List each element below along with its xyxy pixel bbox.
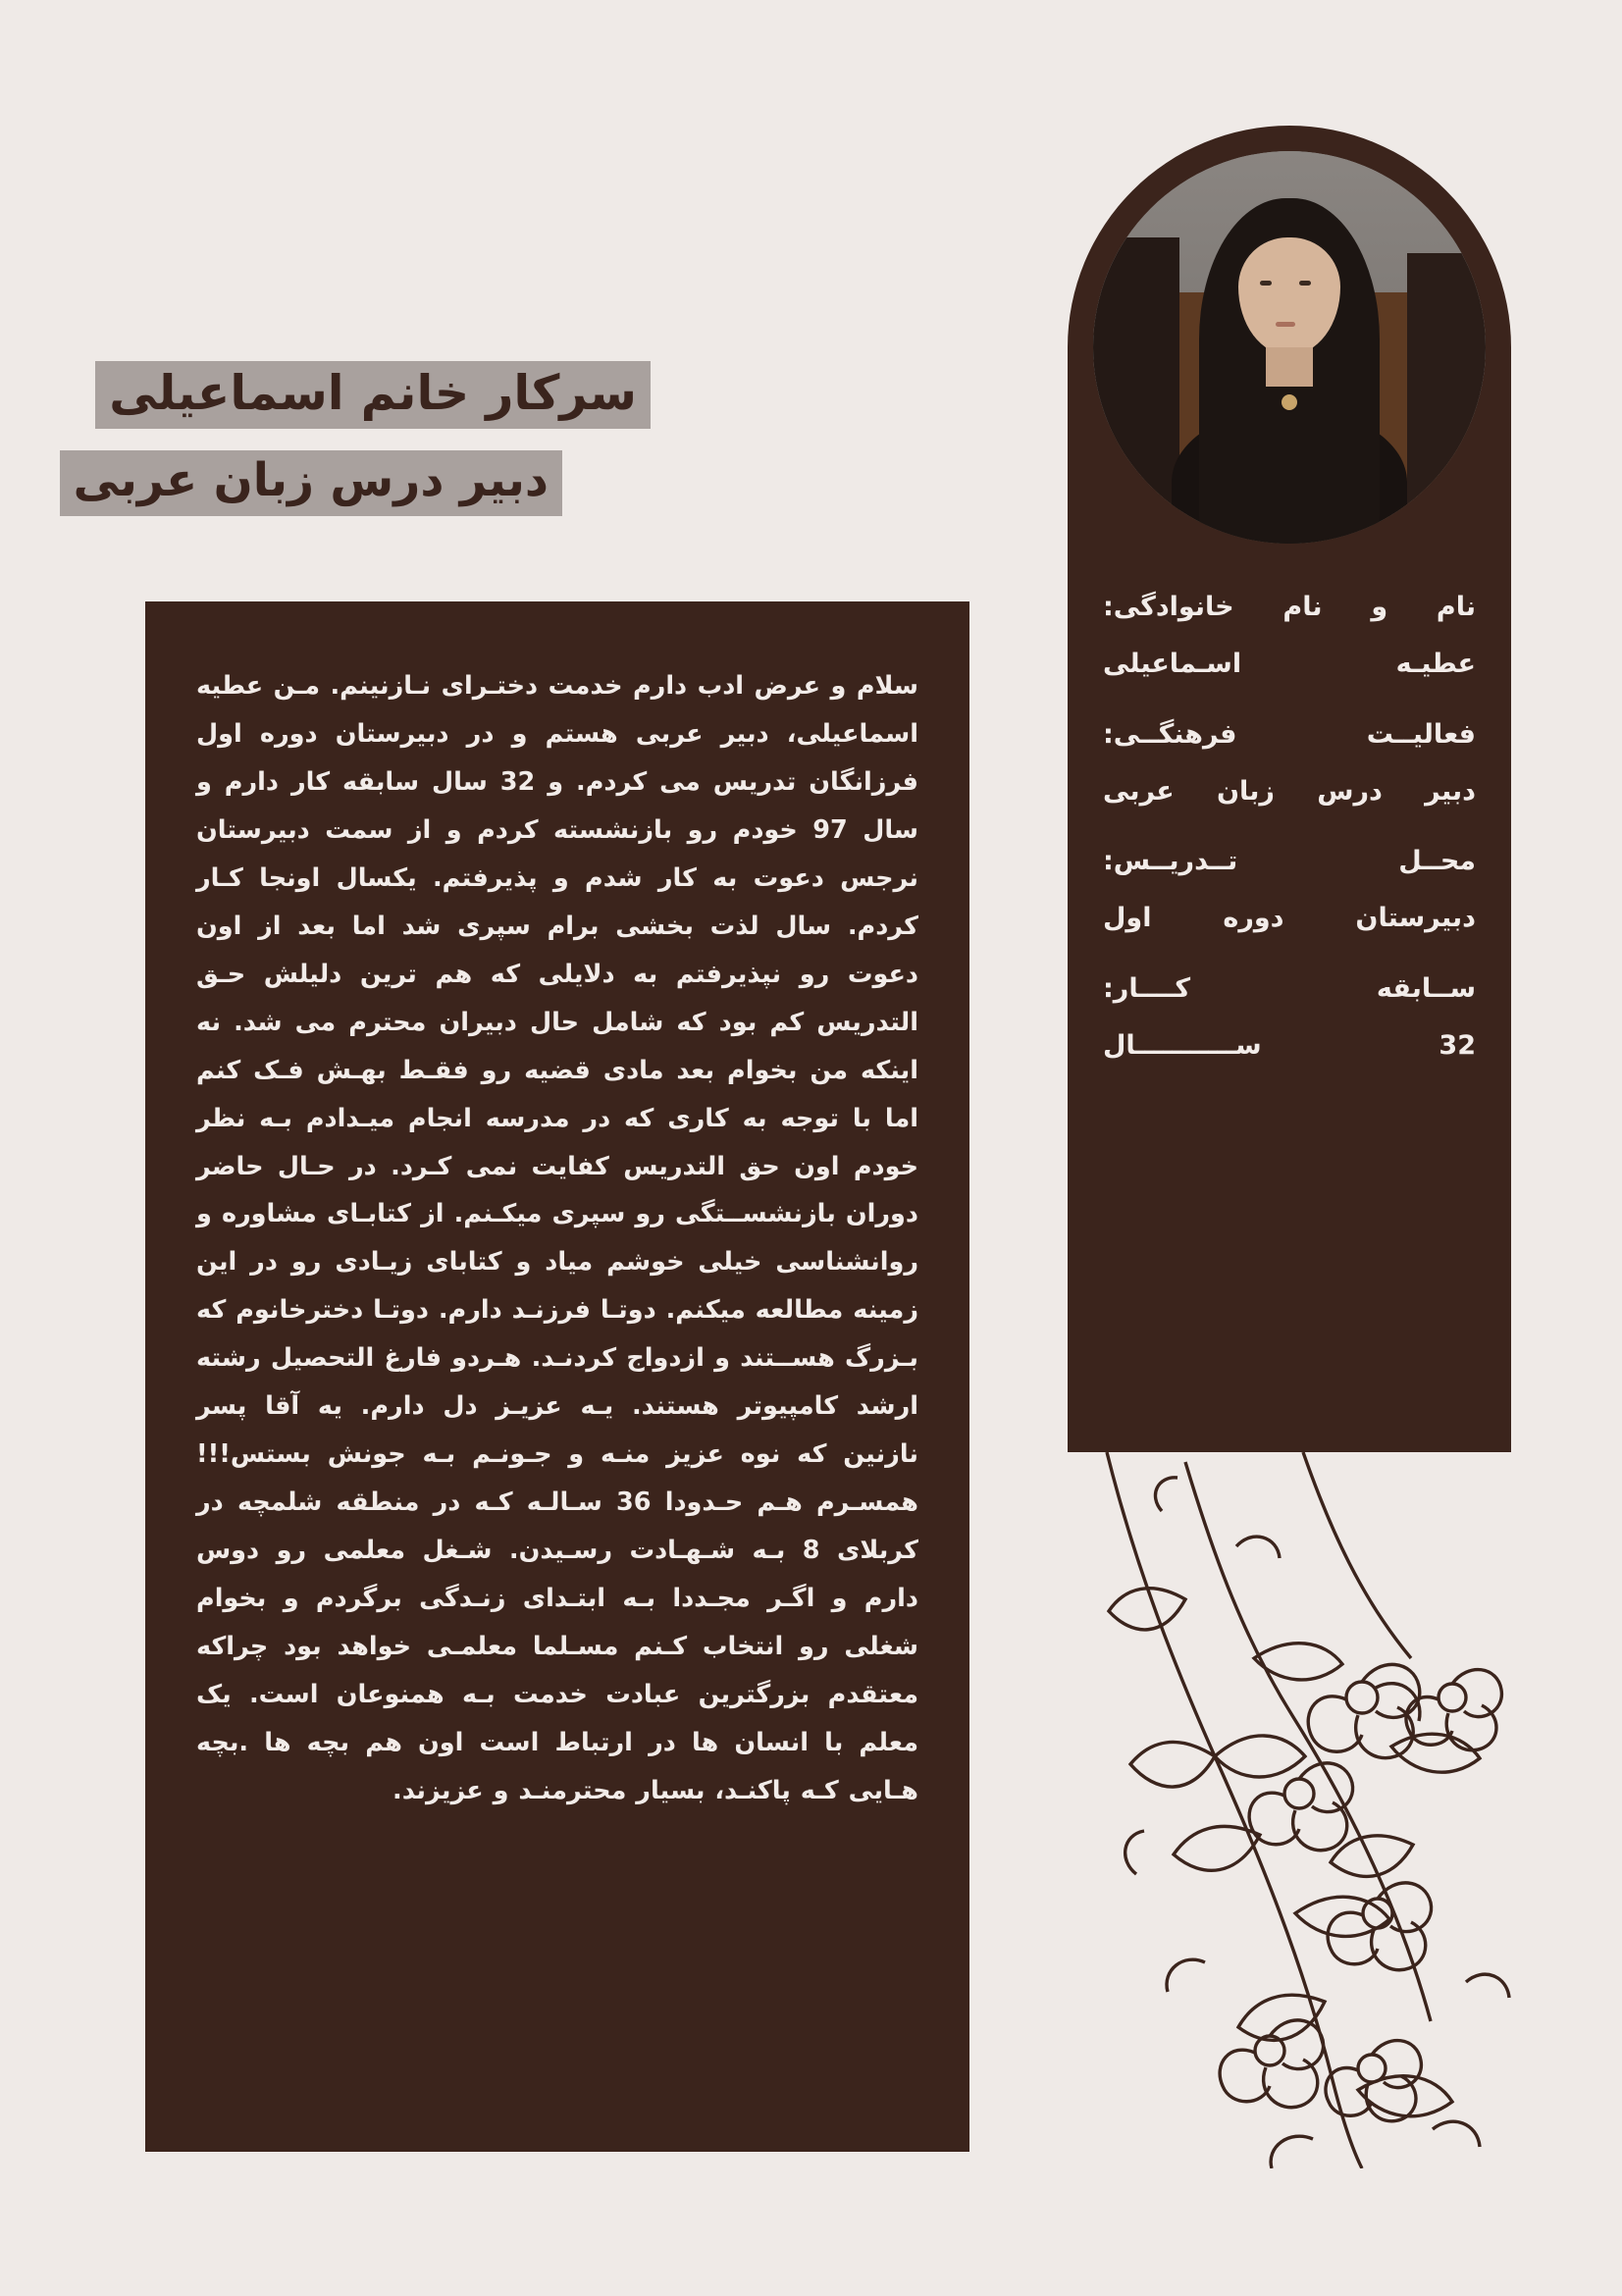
avatar xyxy=(1093,151,1486,544)
biography-text: سلام و عرض ادب دارم خدمت دختـرای نـازنینم. مـن عطیه اسماعیلی، دبیر عربی هستم و در دبیرستان دوره اول فرزانگان تدریس می کردم. و 32 سال سابقه کار دارم و سال 97 خودم رو بازنشسته کردم و از سمت دبیرستان نرجس دعوت به کار شدم و پذیرفتم. یکسال اونجا کـار کردم. سال لذت بخشی برام سپری شد اما بعد از اون دعوت رو نپذیرفتم به دلایلی که هم ترین دلیلش حـق التدریس کم بود که شامل حال دبیران محترم می شد. نه اینکه من بخوام بعد مادی قضیه رو فقـط بهـش فـک کنم اما با توجه به کاری که در مدرسه انجام میـدادم بـه نظر خودم اون حق التدریس کفایت نمی کـرد. در حـال حاضر دوران بازنشســتگی رو سپری میکـنم. از کتابـای مشاوره و روانشناسی خیلی خوشم میاد و کتابای زیـادی رو در این زمینه مطالعه میکنم. دوتـا فرزنـد دارم. دوتـا دخترخانوم که بـزرگ هســتند و ازدواج کردنـد. هـردو فارغ التحصیل رشته ارشد کامپیوتر هستند. یـه عزیـز دل دارم. یه آقا پسر نازنین که نوه عزیز منـه و جـونـم بـه جونش بستس!!! همسـرم هـم حـدودا 36 سـالـه کـه در منطقه شلمچه در کربلای 8 بـه شـهـادت رسـیدن. شـغل معلمی رو دوس دارم و اگـر مجـددا بـه ابتـدای زنـدگی برگردم و بخوام شغلی رو انتخاب کـنم مسـلما معلمـی خواهد بود چراکه معتقدم بزرگترین عبادت خدمت بـه همنوعان است. یک معلم با انسان ها در ارتباط است اون هم بچه ها .بچه هـایی کـه پاکنـد، بسیار محترمنـد و عزیزند. xyxy=(196,671,919,1805)
title-block xyxy=(23,361,651,538)
title-row-2 xyxy=(23,450,651,538)
title-row-1 xyxy=(23,361,651,450)
portrait-photo-icon xyxy=(1093,151,1486,544)
info-label-activity: فعالیــت فرهنگــی: xyxy=(1103,718,1476,750)
info-label-name: نام و نام خانوادگی: xyxy=(1103,592,1476,622)
floral-ornament-icon xyxy=(1068,1452,1511,2168)
profile-info-list xyxy=(1068,587,1511,1096)
info-value-place: دبیرستان دوره اول xyxy=(1103,903,1476,934)
page-title-line-1: سرکار خانم اسماعیلی xyxy=(95,361,651,429)
biography-panel xyxy=(145,601,969,2152)
info-label-place: محــل تــدریــس: xyxy=(1103,846,1476,877)
info-value-name: عطیـه اسـماعیلی xyxy=(1103,648,1476,679)
info-value-activity: دبیر درس زبان عربی xyxy=(1103,775,1476,807)
page-title-line-2: دبیر درس زبان عربی xyxy=(60,450,562,516)
info-label-experience: ســابقه کــــار: xyxy=(1103,973,1476,1005)
info-value-experience: 32 ســـــــــــال xyxy=(1103,1029,1476,1061)
